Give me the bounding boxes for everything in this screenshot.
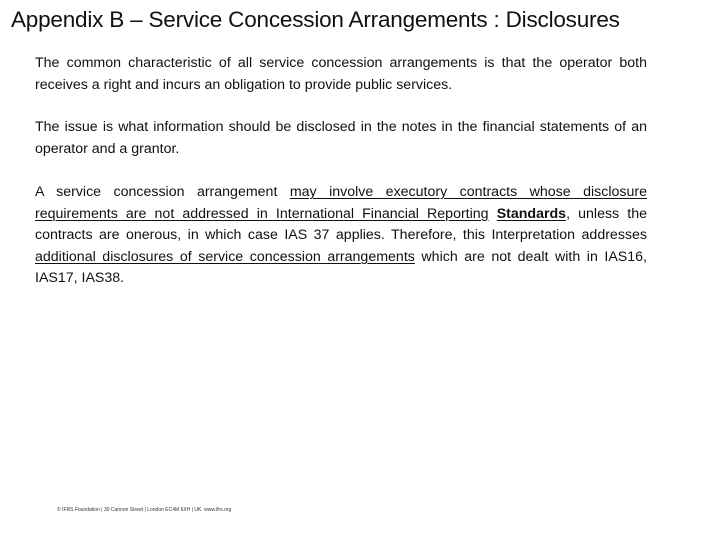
paragraph-text <box>489 206 497 222</box>
underlined-text: additional disclosures of service concession arrangements <box>35 248 415 265</box>
paragraph-text: , unless the contracts are onerous, in which case IAS 37 applies. Therefore, this Interpretation addresses <box>35 205 647 243</box>
underlined-text: may involve executory contracts whose disclosure requirements are not addressed in International Financial Reporting <box>35 184 647 222</box>
paragraph-text: A service concession arrangement <box>35 184 290 200</box>
footer-copyright: © IFRS Foundation | 30 Cannon Street | London EC4M 6XH | UK. www.ifrs.org <box>57 507 232 513</box>
paragraph-executory-contracts <box>35 182 647 290</box>
paragraph-common-characteristic: The common characteristic of all service concession arrangements is that the operator both receives a right and incurs an obligation to provide public services. <box>35 55 647 93</box>
slide-title: Appendix B – Service Concession Arrangements : Disclosures <box>11 7 620 32</box>
paragraph-text: which are not dealt with in IAS16, IAS17, IAS38. <box>35 248 647 286</box>
underlined-bold-text: Standards <box>496 205 567 222</box>
paragraph-disclosure-issue: The issue is what information should be disclosed in the notes in the financial statements of an operator and a grantor. <box>35 119 647 157</box>
